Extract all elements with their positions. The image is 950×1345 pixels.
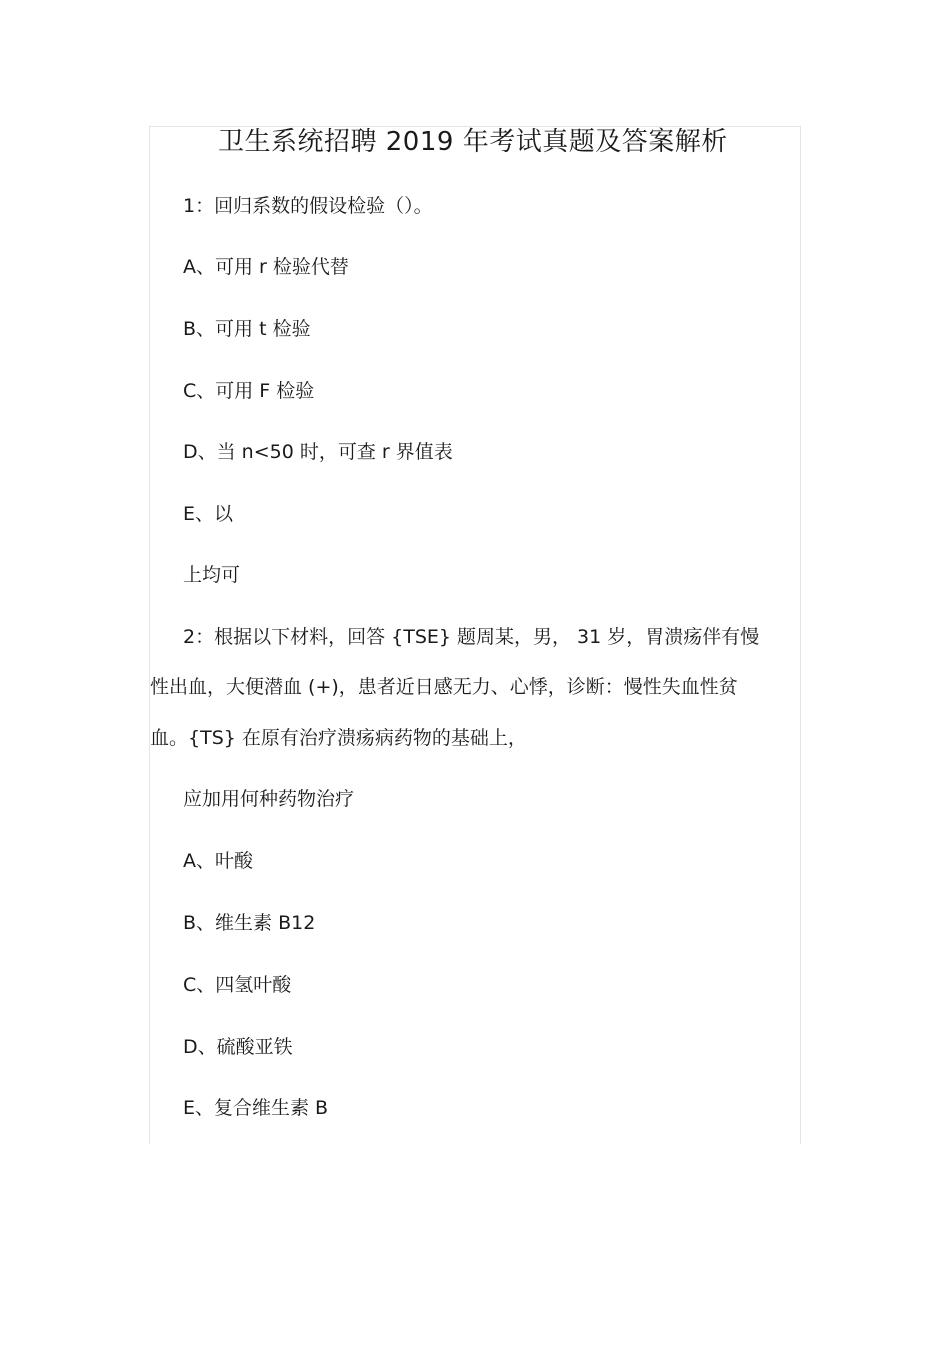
- question-2-option-e: E、复合维生素 B: [183, 1097, 329, 1119]
- question-1-option-c: C、可用 F 检验: [183, 380, 315, 402]
- question-1-stem: 1：回归系数的假设检验（）。: [183, 195, 433, 217]
- question-2-option-d: D、硫酸亚铁: [183, 1036, 293, 1058]
- question-2-stem-line-1: 2：根据以下材料，回答 {TSE} 题周某，男， 31 岁，胃溃疡伴有慢: [183, 626, 760, 648]
- question-2-stem-line-3: 血。{TS} 在原有治疗溃疡病药物的基础上，: [150, 727, 527, 749]
- question-2-option-b: B、维生素 B12: [183, 912, 316, 934]
- document-title: 卫生系统招聘 2019 年考试真题及答案解析: [218, 127, 728, 157]
- question-1-option-b: B、可用 t 检验: [183, 318, 311, 340]
- question-2-stem-line-2: 性出血，大便潜血 (+)，患者近日感无力、心悸，诊断：慢性失血性贫: [150, 676, 738, 698]
- question-1-option-a: A、可用 r 检验代替: [183, 256, 349, 278]
- question-2-option-a: A、叶酸: [183, 850, 253, 872]
- question-1-option-e: E、以: [183, 503, 234, 525]
- question-2-stem-line-4: 应加用何种药物治疗: [183, 788, 355, 810]
- question-1-option-d: D、当 n<50 时，可查 r 界值表: [183, 441, 453, 463]
- question-2-option-c: C、四氢叶酸: [183, 974, 292, 996]
- question-1-option-e-continued: 上均可: [183, 564, 241, 586]
